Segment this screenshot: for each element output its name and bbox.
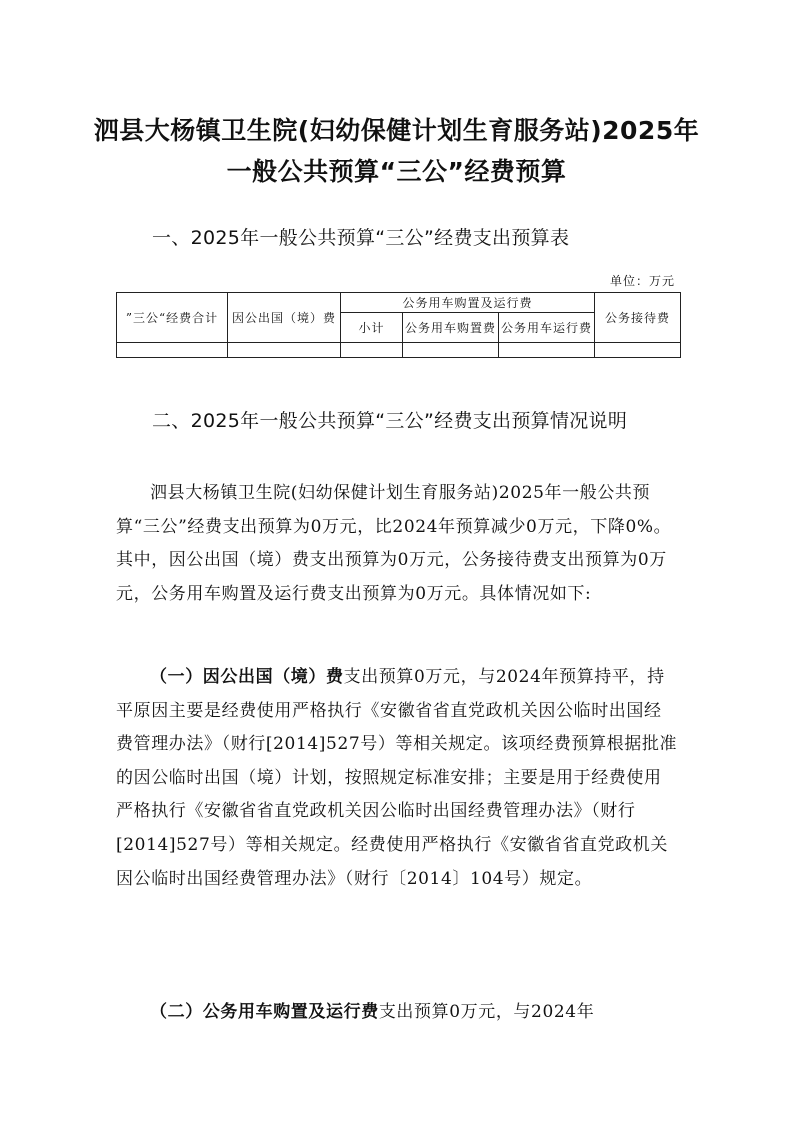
header-vehicle-operation: 公务用车运行费: [499, 313, 595, 343]
header-reception: 公务接待费: [595, 293, 681, 343]
paragraph-vehicle-body: 支出预算0万元，与2024年: [378, 1002, 595, 1022]
paragraph-overseas: [116, 661, 678, 896]
unit-label: 单位：万元: [609, 274, 675, 288]
document-title-line2: 一般公共预算“三公”经费预算: [226, 157, 567, 186]
section2-heading: 二、2025年一般公共预算“三公”经费支出预算情况说明: [152, 410, 628, 432]
section2-heading-block: [116, 402, 676, 441]
header-vehicle-group: 公务用车购置及运行费: [341, 293, 595, 313]
paragraph-summary-text: 泗县大杨镇卫生院(妇幼保健计划生育服务站)2025年一般公共预算“三公”经费支出预算为0万元，比2024年预算减少0万元，下降0%。其中，因公出国（境）费支出预算为0万元，公务接待费支出预算为0万元，公务用车购置及运行费支出预算为0万元。具体情况如下:: [116, 483, 672, 604]
header-subtotal: 小计: [341, 313, 403, 343]
paragraph-vehicle-lead: （二）公务用车购置及运行费: [150, 1002, 379, 1022]
paragraph-overseas-body: 支出预算0万元，与2024年预算持平，持平原因主要是经费使用严格执行《安徽省省直党政机关因公临时出国经费管理办法》（财行[2014]527号）等相关规定。该项经费预算根据批准的因公临时出国（境）计划，按照规定标准安排；主要是用于经费使用严格执行《安徽省省直党政机关因公临时出国经费管理办法》（财行[2014]527号）等相关规定。经费使用严格执行《安徽省省直党政机关因公临时出国经费管理办法》（财行〔2014〕104号）规定。: [116, 667, 678, 889]
paragraph-vehicle: [116, 996, 678, 1030]
header-overseas: 因公出国（境）费: [228, 293, 341, 343]
table-cell: [117, 343, 228, 358]
header-total: ”三公“经费合计: [117, 293, 228, 343]
section1-heading: 一、2025年一般公共预算“三公”经费支出预算表: [152, 227, 570, 249]
table-cell: [341, 343, 403, 358]
table-cell: [403, 343, 499, 358]
three-public-expense-table: [116, 292, 681, 358]
table-row: [117, 343, 681, 358]
table-cell: [595, 343, 681, 358]
table-cell: [228, 343, 341, 358]
paragraph-overseas-lead: （一）因公出国（境）费: [150, 667, 344, 687]
table-cell: [499, 343, 595, 358]
header-vehicle-purchase: 公务用车购置费: [403, 313, 499, 343]
paragraph-summary: [116, 477, 678, 611]
document-title-line1: 泗县大杨镇卫生院(妇幼保健计划生育服务站)2025年: [93, 116, 700, 145]
